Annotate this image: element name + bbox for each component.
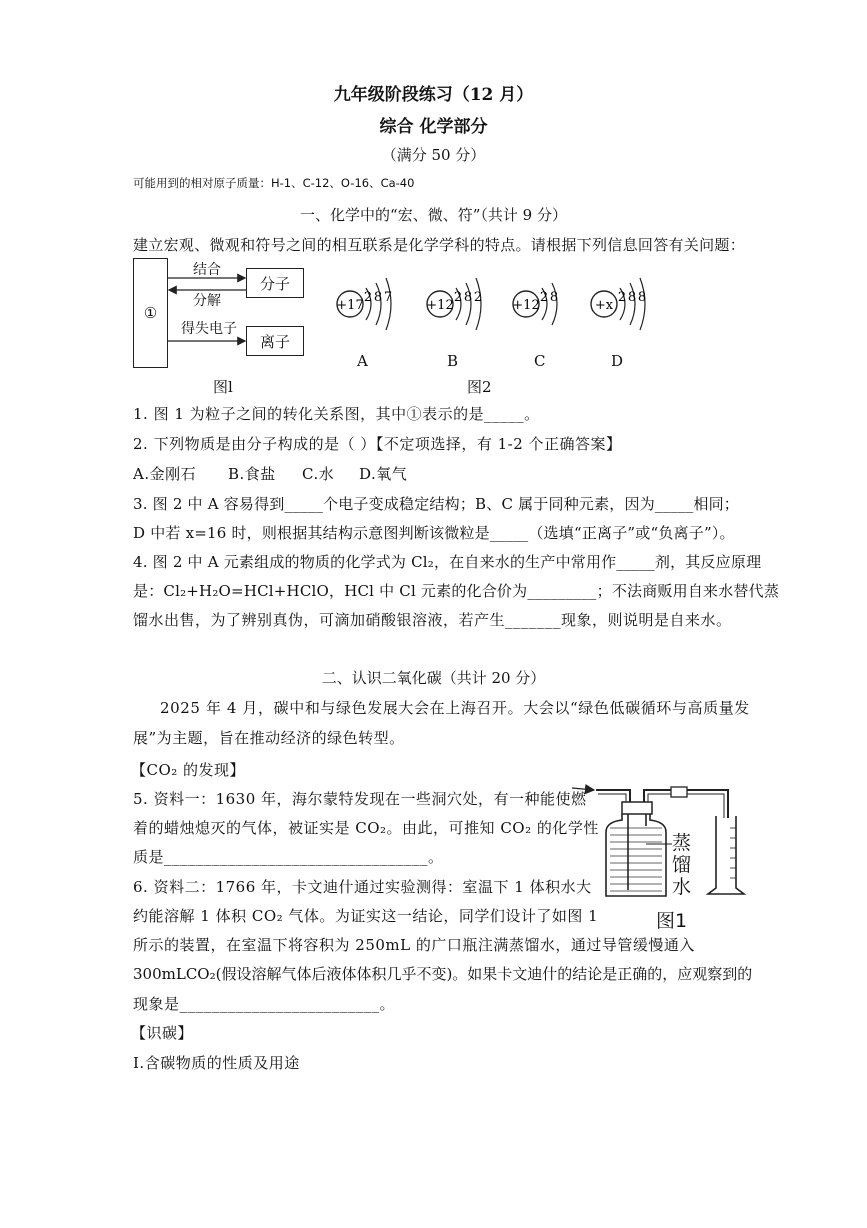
distilled-water-char-3: 水	[672, 876, 692, 898]
atom-diagrams	[330, 268, 660, 348]
atom-letter-c: C	[534, 352, 546, 370]
atom-diagram-c	[512, 283, 558, 325]
question-2-option-c: C.水	[302, 465, 335, 483]
full-score: （满分 50 分）	[381, 146, 486, 164]
atom-diagram-a	[336, 278, 392, 330]
question-6-line-4: 300mLCO₂(假设溶解气体后液体体积几乎不变)。如果卡文迪什的结论是正确的，应观察到的	[133, 965, 753, 983]
electron-count: 8	[463, 290, 473, 305]
gas-bottle-apparatus	[568, 778, 748, 908]
nucleus-charge: +17	[336, 298, 364, 313]
electron-count: 2	[473, 290, 483, 305]
distilled-water-label	[672, 832, 691, 898]
decompose-label: 分解	[193, 293, 221, 309]
circle-1-label: ①	[143, 304, 158, 322]
question-1: 1. 图 1 为粒子之间的转化关系图，其中①表示的是_____。	[133, 405, 540, 423]
nucleus-charge: +12	[426, 298, 454, 313]
electron-count: 2	[453, 290, 463, 305]
subheading-know-carbon: 【识碳】	[131, 1024, 194, 1042]
question-3-line-2: D 中若 x=16 时，则根据其结构示意图判断该微粒是_____（选填“正离子”或“负离子”）。	[133, 524, 735, 542]
electron-count: 7	[383, 290, 393, 305]
electron-count: 2	[363, 290, 373, 305]
ion-box	[246, 326, 304, 356]
atom-diagram-d	[591, 278, 646, 330]
question-6-line-3: 所示的装置，在室温下将容积为 250mL 的广口瓶注满蒸馏水，通过导管缓慢通入	[133, 936, 695, 954]
apparatus-caption: 图1	[656, 910, 688, 932]
distilled-water-char-1: 蒸	[672, 832, 692, 854]
electron-count: 8	[627, 290, 637, 305]
electron-count: 8	[373, 290, 383, 305]
electron-count: 8	[549, 290, 559, 305]
page-title: 九年级阶段练习（12 月）	[333, 85, 534, 105]
combine-label: 结合	[193, 262, 221, 278]
question-5-line-2: 着的蜡烛熄灭的气体，被证实是 CO₂。由此，可推知 CO₂ 的化学性	[133, 819, 599, 837]
atom-letter-a: A	[357, 352, 368, 370]
question-2-option-a: A.金刚石	[133, 465, 197, 483]
ion-label: 离子	[259, 332, 290, 351]
section2-heading: 二、认识二氧化碳（共计 20 分）	[321, 669, 546, 687]
distilled-water-char-2: 馏	[672, 854, 692, 876]
question-2: 2. 下列物质是由分子构成的是（ ）【不定项选择，有 1-2 个正确答案】	[133, 435, 622, 453]
question-6-line-5: 现象是_________________________。	[133, 995, 396, 1013]
question-4-line-2: 是：Cl₂+H₂O=HCl+HClO，HCl 中 Cl 元素的化合价为_________；不法商贩用自来水替代蒸	[133, 582, 780, 600]
molecule-label: 分子	[259, 274, 290, 293]
question-4-line-3: 馏水出售，为了辨别真伪，可滴加硝酸银溶液，若产生_______现象，则说明是自来水。	[133, 611, 732, 629]
question-5-line-3: 质是_________________________________。	[133, 848, 444, 866]
section2-paragraph-line-1: 2025 年 4 月，碳中和与绿色发展大会在上海召开。大会以“绿色低碳循环与高质量发	[160, 699, 750, 717]
page-subtitle: 综合 化学部分	[379, 117, 488, 137]
atom-letter-d: D	[611, 352, 624, 370]
nucleus-charge: +x	[594, 298, 614, 313]
question-6-line-2: 约能溶解 1 体积 CO₂ 气体。为证实这一结论，同学们设计了如图 1	[133, 907, 599, 925]
gain-lose-electron-label: 得失电子	[181, 321, 237, 337]
electron-count: 8	[637, 290, 647, 305]
particle-box	[133, 258, 168, 368]
subheading-co2-discovery: 【CO₂ 的发现】	[131, 761, 246, 779]
question-2-option-b: B.食盐	[228, 465, 276, 483]
molecule-box	[246, 268, 304, 298]
atom-letter-b: B	[447, 352, 459, 370]
section1-heading: 一、化学中的“宏、微、符”（共计 9 分）	[300, 206, 567, 224]
question-3-line-1: 3. 图 2 中 A 容易得到_____个电子变成稳定结构；B、C 属于同种元素，因为_____相同；	[133, 495, 739, 513]
nucleus-charge: +12	[512, 298, 540, 313]
section2-paragraph-line-2: 展”为主题，旨在推动经济的绿色转型。	[133, 729, 405, 747]
atom-diagram-b	[426, 278, 482, 330]
figure-2-caption: 图2	[467, 378, 492, 396]
section1-intro: 建立宏观、微观和符号之间的相互联系是化学学科的特点。请根据下列信息回答有关问题：	[133, 236, 746, 254]
subheading-carbon-properties: Ⅰ.含碳物质的性质及用途	[133, 1054, 300, 1072]
electron-count: 2	[539, 290, 549, 305]
atomic-masses: 可能用到的相对原子质量：H-1、C-12、O-16、Ca-40	[133, 176, 415, 190]
question-6-line-1: 6. 资料二：1766 年，卡文迪什通过实验测得：室温下 1 体积水大	[133, 878, 592, 896]
figure-1-caption: 图l	[213, 378, 233, 396]
electron-count: 2	[617, 290, 627, 305]
question-4-line-1: 4. 图 2 中 A 元素组成的物质的化学式为 Cl₂，在自来水的生产中常用作_____剂，其反应原理	[133, 553, 762, 571]
question-5-line-1: 5. 资料一：1630 年，海尔蒙特发现在一些洞穴处，有一种能使燃	[133, 790, 587, 808]
question-2-option-d: D.氧气	[359, 465, 408, 483]
